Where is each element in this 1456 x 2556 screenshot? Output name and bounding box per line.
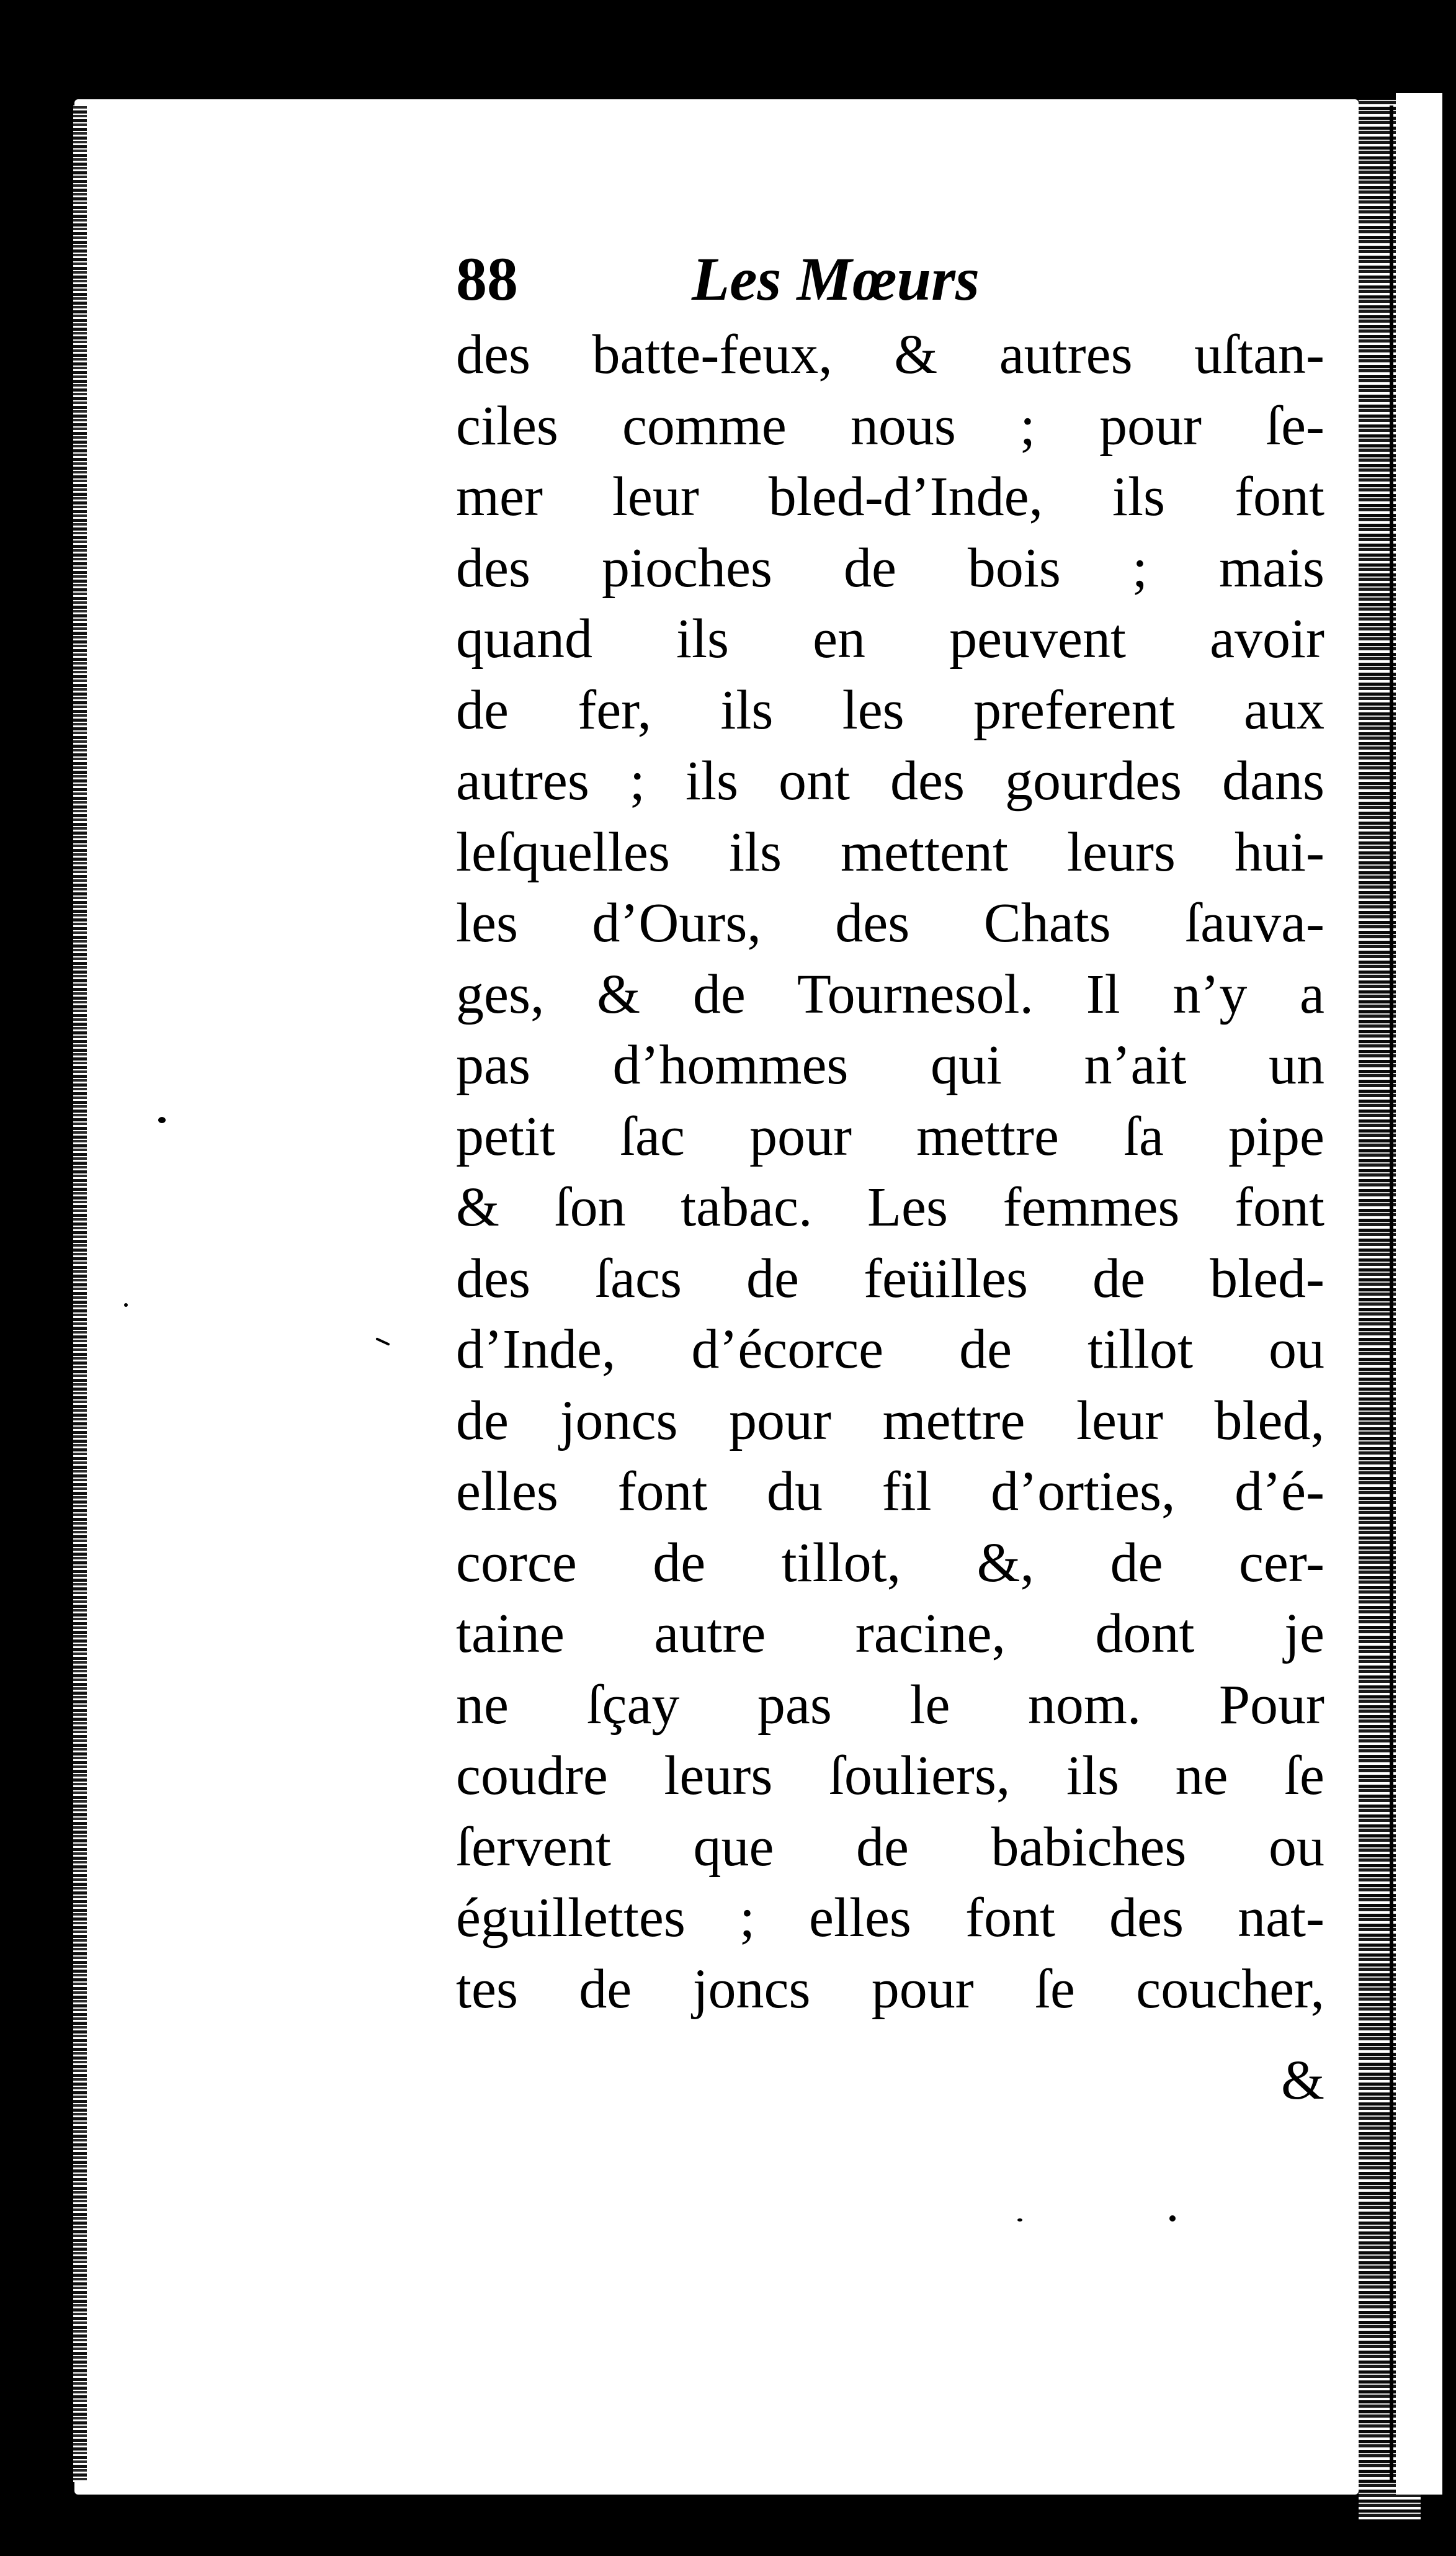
text-line: corce de tillot, &, de cer- bbox=[456, 1531, 1324, 1594]
text-line: pas d’hommes qui n’ait un bbox=[456, 1034, 1324, 1096]
text-line: les d’Ours, des Chats ſauva- bbox=[456, 892, 1324, 954]
adjacent-page-gutter bbox=[1390, 105, 1393, 2482]
ink-speck bbox=[1169, 2215, 1176, 2222]
text-line: autres ; ils ont des gourdes dans bbox=[456, 750, 1324, 812]
running-title: Les Mœurs bbox=[692, 244, 980, 313]
page-left-edge bbox=[73, 105, 87, 2482]
text-line: mer leur bled-d’Inde, ils font bbox=[456, 466, 1324, 527]
text-line: ciles comme nous ; pour ſe- bbox=[456, 395, 1324, 457]
ink-speck bbox=[158, 1117, 166, 1123]
text-line: quand ils en peuvent avoir bbox=[456, 608, 1324, 670]
text-line: leſquelles ils mettent leurs hui- bbox=[456, 821, 1324, 883]
text-line: elles font du fil d’orties, d’é- bbox=[456, 1461, 1324, 1522]
text-line: ſervent que de babiches ou bbox=[456, 1816, 1324, 1878]
text-line: petit ſac pour mettre ſa pipe bbox=[456, 1105, 1324, 1167]
text-line: d’Inde, d’écorce de tillot ou bbox=[456, 1319, 1324, 1380]
page-header bbox=[456, 239, 1324, 320]
adjacent-page bbox=[1396, 93, 1442, 2495]
body-text bbox=[456, 320, 1324, 2118]
catchword: & bbox=[1280, 2050, 1324, 2111]
text-line: taine autre racine, dont je bbox=[456, 1603, 1324, 1664]
text-line: ne ſçay pas le nom. Pour bbox=[456, 1674, 1324, 1736]
ink-speck bbox=[124, 1303, 128, 1307]
page-number: 88 bbox=[456, 244, 518, 313]
page-text bbox=[456, 239, 1324, 2118]
text-line: de joncs pour mettre leur bled, bbox=[456, 1389, 1324, 1451]
text-line: des ſacs de feüilles de bled- bbox=[456, 1247, 1324, 1309]
text-line: coudre leurs ſouliers, ils ne ſe bbox=[456, 1745, 1324, 1806]
text-line: tes de joncs pour ſe coucher, bbox=[456, 1958, 1324, 2020]
text-line: des pioches de bois ; mais bbox=[456, 537, 1324, 599]
text-line: des batte-feux, & autres uſtan- bbox=[456, 324, 1324, 385]
text-line: ges, & de Tournesol. Il n’y a bbox=[456, 963, 1324, 1025]
ink-speck bbox=[1017, 2218, 1022, 2222]
text-line: & ſon tabac. Les femmes font bbox=[456, 1177, 1324, 1238]
text-line: éguillettes ; elles font des nat- bbox=[456, 1887, 1324, 1948]
text-line: de fer, ils les preferent aux bbox=[456, 679, 1324, 741]
